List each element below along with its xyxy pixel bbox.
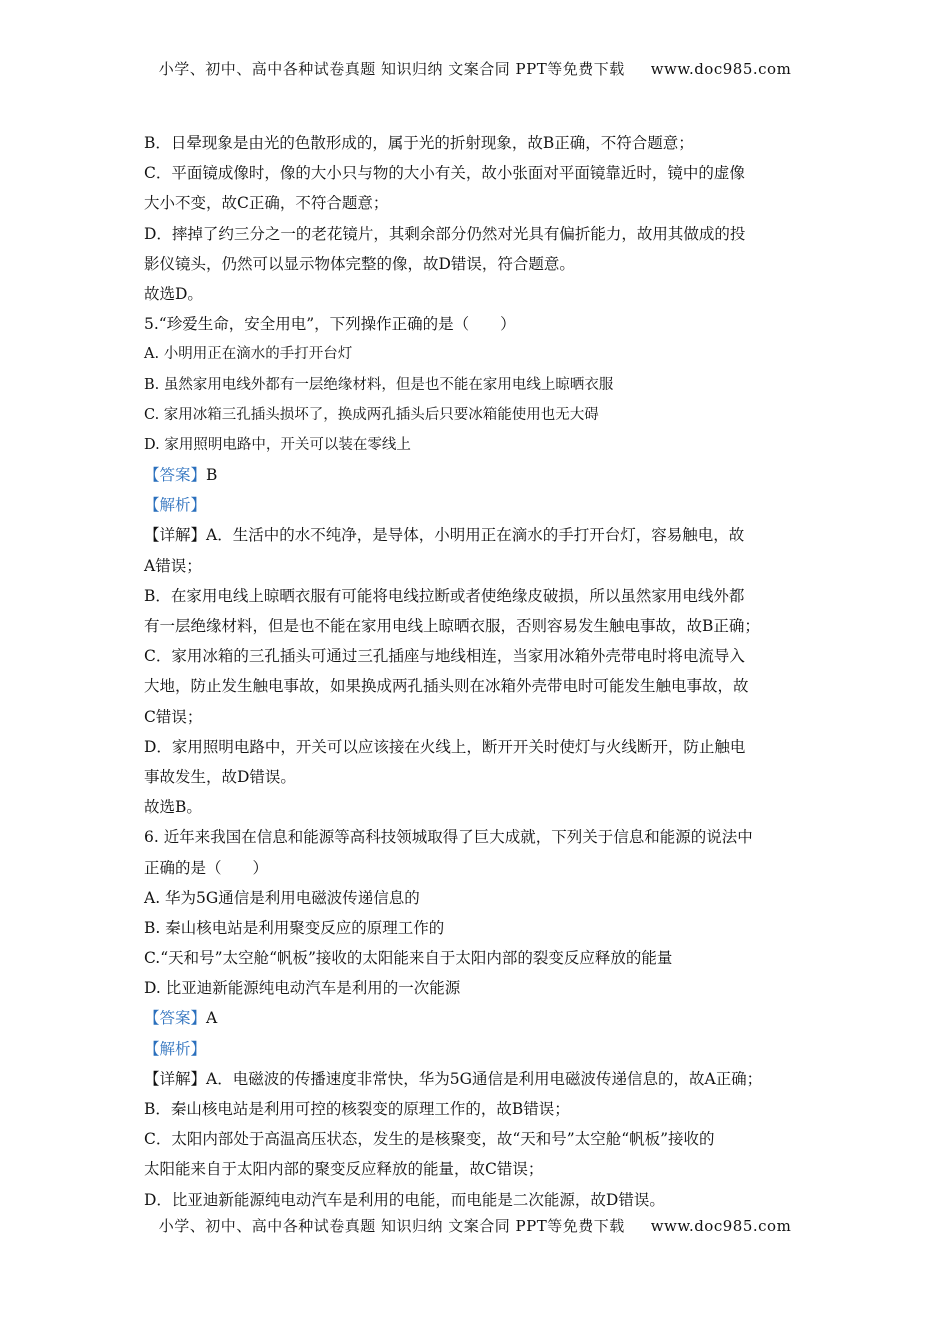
q6-detail-c-line2: 太阳能来自于太阳内部的聚变反应释放的能量，故C错误； <box>144 1160 544 1179</box>
q6-option-a: A. 华为5G通信是利用电磁波传递信息的 <box>144 888 420 907</box>
q5-detail-c-line1: C．家用冰箱的三孔插头可通过三孔插座与地线相连，当家用冰箱外壳带电时将电流导入 <box>144 647 745 666</box>
q5-detail-d-line2: 事故发生，故D错误。 <box>144 767 296 786</box>
q6-answer-value: A <box>206 1009 218 1028</box>
header-text: 小学、初中、高中各种试卷真题 知识归纳 文案合同 PPT等免费下载 <box>158 60 625 78</box>
q5-answer <box>144 460 814 490</box>
q5-detail-tag: 【详解】 <box>144 526 207 545</box>
q6-stem-line1: 6. 近年来我国在信息和能源等高科技领城取得了巨大成就，下列关于信息和能源的说法中 <box>144 828 753 847</box>
q6-answer <box>144 1003 814 1033</box>
q5-option-a: A. 小明用正在滴水的手打开台灯 <box>144 346 353 363</box>
q5-option-c: C. 家用冰箱三孔插头损坏了，换成两孔插头后只要冰箱能使用也无大碍 <box>144 406 599 423</box>
q5-answer-value: B <box>206 466 218 485</box>
prev-explanation-d-line1: D．摔掉了约三分之一的老花镜片，其剩余部分仍然对光具有偏折能力，故用其做成的投 <box>144 224 746 243</box>
q5-detail-d-line1: D．家用照明电路中，开关可以应该接在火线上，断开开关时使灯与火线断开，防止触电 <box>144 737 746 756</box>
header-url: www.doc985.com <box>650 60 792 78</box>
q6-detail-d: D．比亚迪新能源纯电动汽车是利用的电能，而电能是二次能源，故D错误。 <box>144 1190 665 1209</box>
q5-detail-b-line1: B．在家用电线上晾晒衣服有可能将电线拉断或者使绝缘皮破损，所以虽然家用电线外都 <box>144 586 745 605</box>
document-body <box>144 128 814 1215</box>
q6-detail-a-text: A．电磁波的传播速度非常快，华为5G通信是利用电磁波传递信息的，故A正确； <box>206 1069 763 1088</box>
q6-answer-tag: 【答案】 <box>144 1009 207 1028</box>
q5-detail-a-text: A．生活中的水不纯净，是导体，小明用正在滴水的手打开台灯，容易触电，故 <box>206 526 745 545</box>
q6-detail-b: B．秦山核电站是利用可控的核裂变的原理工作的，故B错误； <box>144 1100 570 1118</box>
footer-url: www.doc985.com <box>650 1217 792 1235</box>
q6-option-b: B. 秦山核电站是利用聚变反应的原理工作的 <box>144 918 445 937</box>
prev-explanation-d-line2: 影仪镜头，仍然可以显示物体完整的像，故D错误，符合题意。 <box>144 254 575 273</box>
q6-detail-a <box>144 1064 814 1094</box>
q5-detail-c-line3: C错误； <box>144 707 203 726</box>
q5-detail-b-line2: 有一层绝缘材料，但是也不能在家用电线上晾晒衣服，否则容易发生触电事故，故B正确； <box>144 617 760 635</box>
prev-explanation-b: B．日晕现象是由光的色散形成的，属于光的折射现象，故B正确，不符合题意； <box>144 134 694 152</box>
q5-option-d: D. 家用照明电路中，开关可以装在零线上 <box>144 436 411 453</box>
q5-detail-a-line2: A错误； <box>144 556 202 575</box>
q5-analysis-tag: 【解析】 <box>144 496 207 515</box>
q6-option-c: C.“天和号”太空舱“帆板”接收的太阳能来自于太阳内部的裂变反应释放的能量 <box>144 949 673 968</box>
q6-stem-line2: 正确的是（ ） <box>144 858 269 877</box>
q5-stem: 5.“珍爱生命，安全用电”，下列操作正确的是（ ） <box>144 315 516 334</box>
q6-analysis <box>144 1034 814 1064</box>
q6-analysis-tag: 【解析】 <box>144 1039 207 1058</box>
prev-conclusion: 故选D。 <box>144 284 203 303</box>
q6-detail-c-line1: C．太阳内部处于高温高压状态，发生的是核聚变，故“天和号”太空舱“帆板”接收的 <box>144 1130 715 1149</box>
q5-detail-c-line2: 大地，防止发生触电事故，如果换成两孔插头则在冰箱外壳带电时可能发生触电事故，故 <box>144 677 749 696</box>
q6-option-d: D. 比亚迪新能源纯电动汽车是利用的一次能源 <box>144 979 461 998</box>
q5-analysis <box>144 490 814 520</box>
prev-explanation-c-line1: C．平面镜成像时，像的大小只与物的大小有关，故小张面对平面镜靠近时，镜中的虚像 <box>144 164 745 183</box>
page-header <box>0 58 950 79</box>
footer-text: 小学、初中、高中各种试卷真题 知识归纳 文案合同 PPT等免费下载 <box>158 1217 625 1235</box>
q5-answer-tag: 【答案】 <box>144 466 207 485</box>
q5-detail-a-line1 <box>144 520 814 550</box>
page-footer <box>0 1215 950 1236</box>
q5-option-b: B. 虽然家用电线外都有一层绝缘材料，但是也不能在家用电线上晾晒衣服 <box>144 376 614 393</box>
q6-detail-tag: 【详解】 <box>144 1069 207 1088</box>
prev-explanation-c-line2: 大小不变，故C正确，不符合题意； <box>144 194 389 213</box>
q5-conclusion: 故选B。 <box>144 798 202 817</box>
